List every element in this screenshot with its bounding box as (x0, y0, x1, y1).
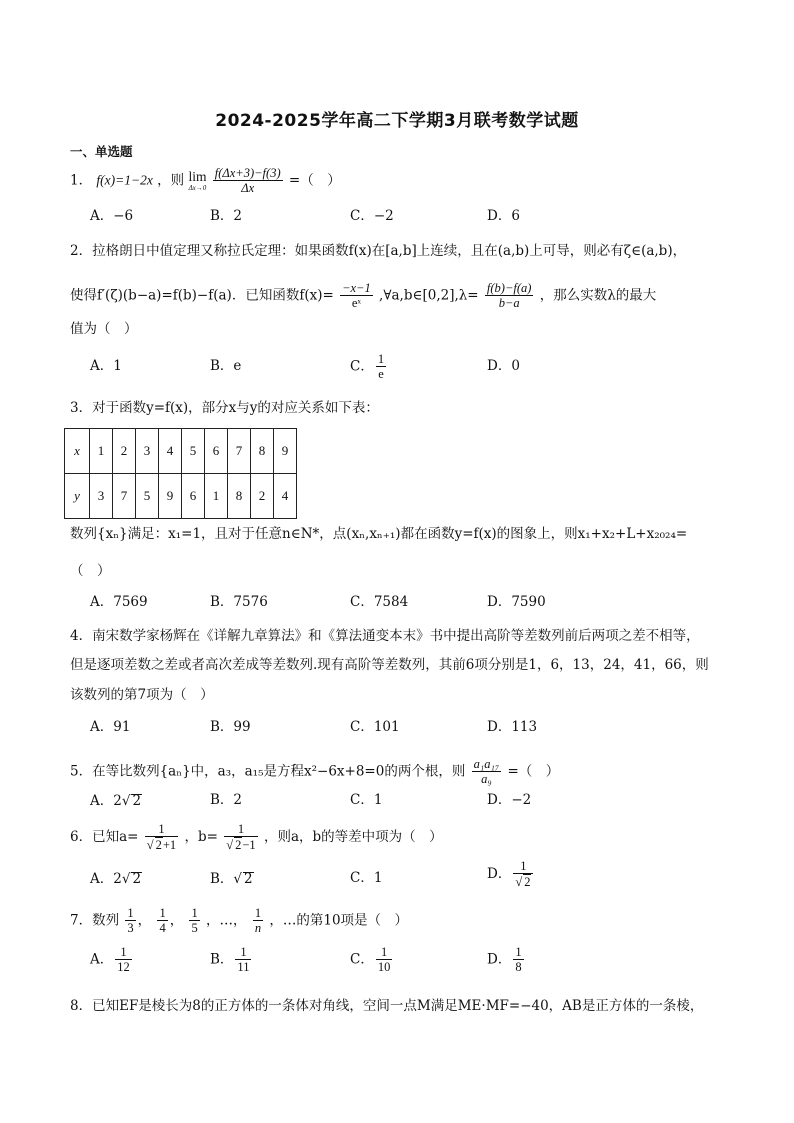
table-cell: 6 (182, 474, 205, 519)
q3-option-a: A．7569 (90, 594, 148, 610)
table-cell: 5 (136, 474, 159, 519)
q7-option-c: C． $\frac{1}{10}$ (350, 945, 391, 975)
q2-line-2 (70, 281, 656, 311)
q2-text-c: ，那么实数λ的最大 (539, 287, 657, 304)
q3-option-b: B．7576 (210, 594, 268, 610)
q6-fraction-a: $\frac{1}{√ 2+1}$ (146, 822, 177, 853)
q7-option-d: D． $\frac{1}{8}$ (487, 945, 522, 975)
q6-option-b: B．√ 2 (210, 871, 253, 887)
q4-option-c: C．101 (350, 719, 400, 735)
table-cell: 9 (159, 474, 182, 519)
question-7: 7．数列 $\frac{1}{3}$ ， $\frac{1}{4}$ ， $\frac{1}{5}$ ，…， $\frac{1}{n}$ ，…的第10项是（ ） (70, 906, 409, 936)
q2-fraction-2: $\frac{f(b)-f(a)}{b-a}$ (486, 281, 532, 311)
table-row-y (65, 474, 297, 519)
table-cell: 1 (90, 429, 113, 474)
q2-line-1: 2．拉格朗日中值定理又称拉氏定理：如果函数f(x)在[a,b]上连续，且在(a,b)上可导，则必有ζ∈(a,b)， (70, 243, 687, 259)
table-cell: 1 (205, 474, 228, 519)
table-cell: 7 (113, 474, 136, 519)
xy-table (64, 428, 297, 519)
page-title: 2024-2025学年高二下学期3月联考数学试题 (215, 111, 579, 131)
table-cell: 3 (90, 474, 113, 519)
q6-option-a: A．2√ 2 (90, 871, 142, 887)
q6-tail: ，则a，b的等差中项为（ ） (263, 828, 443, 845)
q7-term-2: $\frac{1}{4}$ (159, 906, 166, 936)
q3-line-2: 数列{xₙ}满足：x₁=1，且对于任意n∈N*，点(xₙ,xₙ₊₁)都在函数y=f(x)的图象上，则x₁+x₂+L+x₂₀₂₄= (70, 526, 688, 542)
q6-fraction-b: $\frac{1}{√ 2-1}$ (226, 822, 256, 853)
table-cell: 4 (159, 429, 182, 474)
q1-option-b: B．2 (210, 208, 243, 224)
table-header-y: y (65, 474, 90, 519)
q2-fraction-1: $\frac{-x-1}{\text{eˣ}}$ (342, 281, 371, 311)
q7-term-1: $\frac{1}{3}$ (127, 906, 134, 936)
q8-line-1: 8．已知EF是棱长为8的正方体的一条体对角线，空间一点M满足ME·MF=−40，AB是正方体的一条棱， (70, 998, 704, 1014)
question-5 (70, 757, 559, 787)
q7-term-3: $\frac{1}{5}$ (191, 906, 198, 936)
q1-function: f(x)=1−2x (96, 172, 153, 188)
table-row-x (65, 429, 297, 474)
question-6 (70, 822, 443, 853)
q4-line-1: 4．南宋数学家杨辉在《详解九章算法》和《算法通变本末》书中提出高阶等差数列前后两项之差不相等， (70, 628, 700, 644)
question-1 (70, 166, 341, 196)
q5-option-a: A．2√ 2 (90, 793, 142, 809)
q1-limit: lim Δx→0 (188, 169, 207, 192)
q2-text-a: 使得f′(ζ)(b−a)=f(b)−f(a)．已知函数f(x)= (70, 287, 334, 304)
table-cell: 8 (228, 474, 251, 519)
q7-dots: ，…， (206, 912, 247, 929)
table-cell: 6 (205, 429, 228, 474)
q3-line-3: （ ） (70, 563, 111, 579)
q4-line-2: 但是逐项差数之差或者高次差成等差数列.现有高阶等差数列，其前6项分别是1，6，13，24，41，66，则 (70, 657, 709, 673)
q1-option-a: A．−6 (90, 208, 134, 224)
q4-line-3: 该数列的第7项为（ ） (70, 687, 214, 703)
q6-option-c: C．1 (350, 870, 383, 886)
q6-text-b: ，b= (184, 828, 218, 845)
q5-text: 5．在等比数列{aₙ}中，a₃，a₁₅是方程x²−6x+8=0的两个根，则 (70, 763, 466, 780)
q5-option-d: D．−2 (487, 792, 532, 808)
q7-term-n: $\frac{1}{n}$ (254, 906, 262, 936)
q5-option-c: C．1 (350, 792, 383, 808)
q1-option-d: D．6 (487, 208, 520, 224)
q4-option-a: A．91 (90, 719, 131, 735)
table-cell: 2 (113, 429, 136, 474)
q4-option-d: D．113 (487, 719, 538, 735)
table-cell: 3 (136, 429, 159, 474)
table-cell: 4 (274, 474, 297, 519)
q6-text-a: 6．已知a= (70, 828, 139, 845)
table-cell: 7 (228, 429, 251, 474)
q2-option-d: D．0 (487, 358, 520, 374)
q5-option-b: B．2 (210, 792, 243, 808)
q7-option-b: B． $\frac{1}{11}$ (210, 945, 250, 975)
q2-option-a: A．1 (90, 358, 122, 374)
q1-tail: =（ ） (288, 172, 341, 189)
table-header-x: x (65, 429, 90, 474)
q1-fraction: $\frac{f(\Delta x+3)-f(3)}{\Delta x}$ (214, 166, 281, 196)
table-cell: 5 (182, 429, 205, 474)
q3-option-c: C．7584 (350, 594, 409, 610)
section-heading: 一、单选题 (70, 144, 133, 159)
q2-option-b: B．e (210, 358, 242, 374)
q4-option-b: B．99 (210, 719, 251, 735)
q6-option-d: D． $\frac{1}{√ 2}$ (487, 859, 535, 890)
q7-text: 7．数列 (70, 912, 120, 929)
q3-line-1: 3．对于函数y=f(x)，部分x与y的对应关系如下表： (70, 400, 379, 416)
q7-tail: ，…的第10项是（ ） (269, 912, 409, 929)
q2-line-3: 值为（ ） (70, 321, 138, 337)
q1-mid: ，则 (157, 172, 185, 189)
q3-option-d: D．7590 (487, 594, 546, 610)
q1-option-c: C．−2 (350, 208, 394, 224)
table-cell: 8 (251, 429, 274, 474)
table-cell: 9 (274, 429, 297, 474)
q5-fraction: $\frac{\text{a₁a₁₇}}{\text{a₉}}$ (473, 757, 500, 787)
q2-option-c: C． $\frac{1}{e}$ (350, 352, 385, 382)
q2-text-b: ,∀a,b∈[0,2],λ= (379, 287, 479, 304)
table-cell: 2 (251, 474, 274, 519)
q5-tail: =（ ） (507, 763, 560, 780)
q1-number: 1． (70, 172, 93, 189)
q7-option-a: A． $\frac{1}{12}$ (90, 945, 130, 975)
